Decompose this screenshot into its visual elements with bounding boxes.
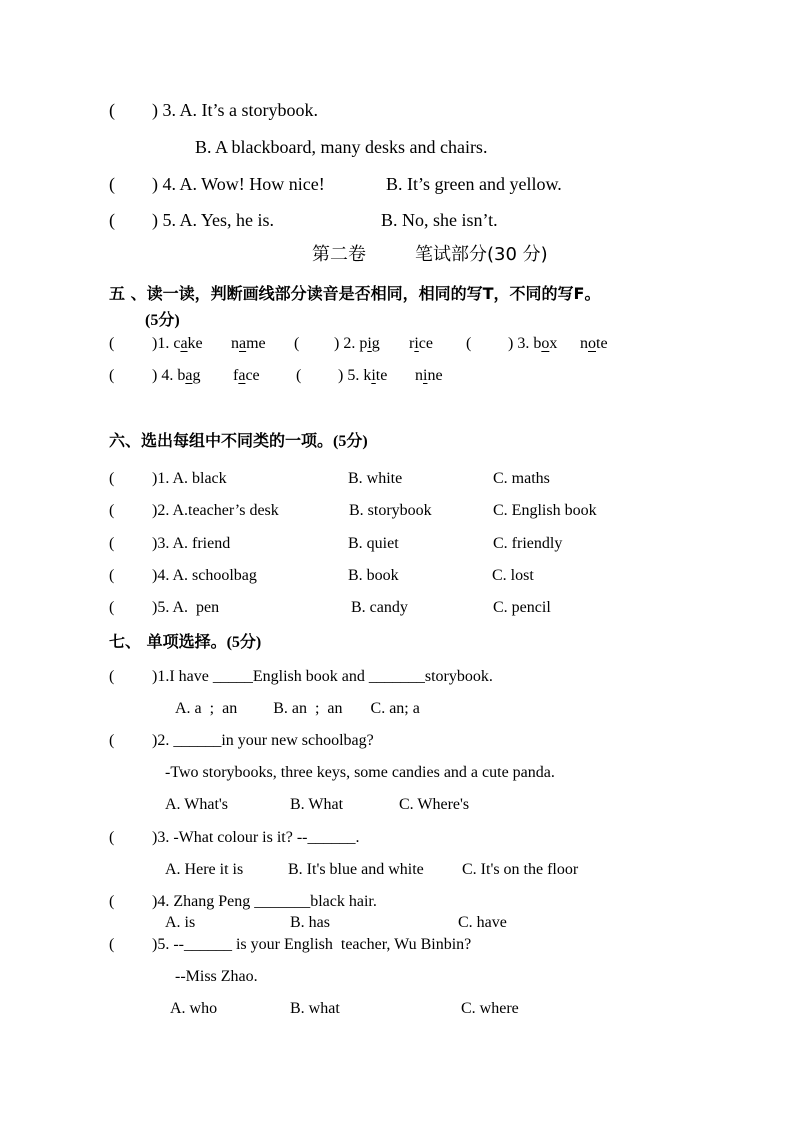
s5-item-3: ) 3. box: [508, 335, 558, 352]
s5-paren-5: (: [296, 367, 302, 384]
s7-q2-stem: )2. ______in your new schoolbag?: [152, 732, 374, 749]
s7-paren-3: (: [109, 829, 115, 846]
s5-item-4: ) 4. bag: [152, 367, 201, 384]
s6-row-2-c: C. English book: [493, 502, 597, 519]
s7-q3-stem: )3. -What colour is it? --______.: [152, 829, 360, 846]
s6-row-4-b: B. book: [348, 567, 399, 584]
s5-paren-2: (: [294, 335, 300, 352]
s6-row-2-a: )2. A.teacher’s desk: [152, 502, 279, 519]
s7-q2-option-a: A. What's: [165, 796, 229, 813]
s7-q1-options: A. a ; an B. an ; an C. an; a: [175, 700, 420, 717]
q4-text: ) 4. A. Wow! How nice!: [152, 174, 325, 194]
s5-item-5-word2: nine: [415, 367, 443, 384]
s7-q2-option-b: B. What: [290, 796, 344, 813]
q5-text: ) 5. A. Yes, he is.: [152, 210, 275, 230]
section5-points: (5分): [145, 312, 180, 329]
s7-q2-reply: -Two storybooks, three keys, some candies and a cute panda.: [165, 764, 555, 781]
q3-paren: (: [109, 100, 115, 120]
section7-heading: 七、 单项选择。(5分): [109, 632, 262, 651]
s7-q4-option-c: C. have: [458, 914, 507, 931]
section5-heading: 五 、读一读，判断画线部分读音是否相同，相同的写T，不同的写F。: [109, 284, 601, 303]
s7-paren-4: (: [109, 893, 115, 910]
q5-option-b: B. No, she isn’t.: [381, 210, 498, 230]
volume-title: 第二卷: [312, 244, 366, 265]
s7-paren-5: (: [109, 936, 115, 953]
s5-paren-3: (: [466, 335, 472, 352]
q4-paren: (: [109, 174, 115, 194]
s5-item-2-word2: rice: [409, 335, 433, 352]
s6-row-2-b: B. storybook: [349, 502, 432, 519]
s5-item-1-word2: name: [231, 335, 266, 352]
s5-paren-4: (: [109, 367, 115, 384]
s6-row-1-c: C. maths: [493, 470, 550, 487]
s7-paren-1: (: [109, 668, 115, 685]
s7-q5-stem: )5. --______ is your English teacher, Wu Binbin?: [152, 936, 472, 953]
s7-q3-option-c: C. It's on the floor: [462, 861, 579, 878]
s7-q3-option-a: A. Here it is: [165, 861, 244, 878]
q3-text: ) 3. A. It’s a storybook.: [152, 100, 318, 120]
s6-paren-4: (: [109, 567, 115, 584]
s6-paren-3: (: [109, 535, 115, 552]
s6-row-3-c: C. friendly: [493, 535, 563, 552]
s6-row-1-a: )1. A. black: [152, 470, 227, 487]
s7-q5-option-b: B. what: [290, 1000, 340, 1017]
s7-paren-2: (: [109, 732, 115, 749]
q3-option-b: B. A blackboard, many desks and chairs.: [195, 137, 488, 157]
s5-item-1: )1. cake: [152, 335, 203, 352]
s7-q5-reply: --Miss Zhao.: [175, 968, 258, 985]
s6-row-1-b: B. white: [348, 470, 403, 487]
s6-paren-2: (: [109, 502, 115, 519]
s6-row-5-b: B. candy: [351, 599, 408, 616]
s6-paren-1: (: [109, 470, 115, 487]
s6-row-4-a: )4. A. schoolbag: [152, 567, 257, 584]
s6-row-4-c: C. lost: [492, 567, 534, 584]
s5-item-4-word2: face: [233, 367, 260, 384]
s7-q3-option-b: B. It's blue and white: [288, 861, 424, 878]
s5-item-2: ) 2. pig: [334, 335, 380, 352]
s7-q5-option-a: A. who: [170, 1000, 218, 1017]
s7-q4-option-b: B. has: [290, 914, 330, 931]
s5-item-5: ) 5. kite: [338, 367, 388, 384]
s7-q4-option-a: A. is: [165, 914, 196, 931]
s5-item-3-word2: note: [580, 335, 608, 352]
section6-heading: 六、选出每组中不同类的一项。(5分): [109, 431, 368, 450]
s5-paren-1: (: [109, 335, 115, 352]
s6-row-5-a: )5. A. pen: [152, 599, 220, 616]
q4-option-b: B. It’s green and yellow.: [386, 174, 562, 194]
s7-q5-option-c: C. where: [461, 1000, 519, 1017]
s7-q1-stem: )1.I have _____English book and _______storybook.: [152, 668, 493, 685]
q5-paren: (: [109, 210, 115, 230]
s6-row-5-c: C. pencil: [493, 599, 551, 616]
s7-q2-option-c: C. Where's: [399, 796, 470, 813]
s6-row-3-b: B. quiet: [348, 535, 399, 552]
s6-paren-5: (: [109, 599, 115, 616]
s7-q4-stem: )4. Zhang Peng _______black hair.: [152, 893, 377, 910]
volume-subtitle: 笔试部分(30 分): [415, 244, 548, 265]
s6-row-3-a: )3. A. friend: [152, 535, 231, 552]
